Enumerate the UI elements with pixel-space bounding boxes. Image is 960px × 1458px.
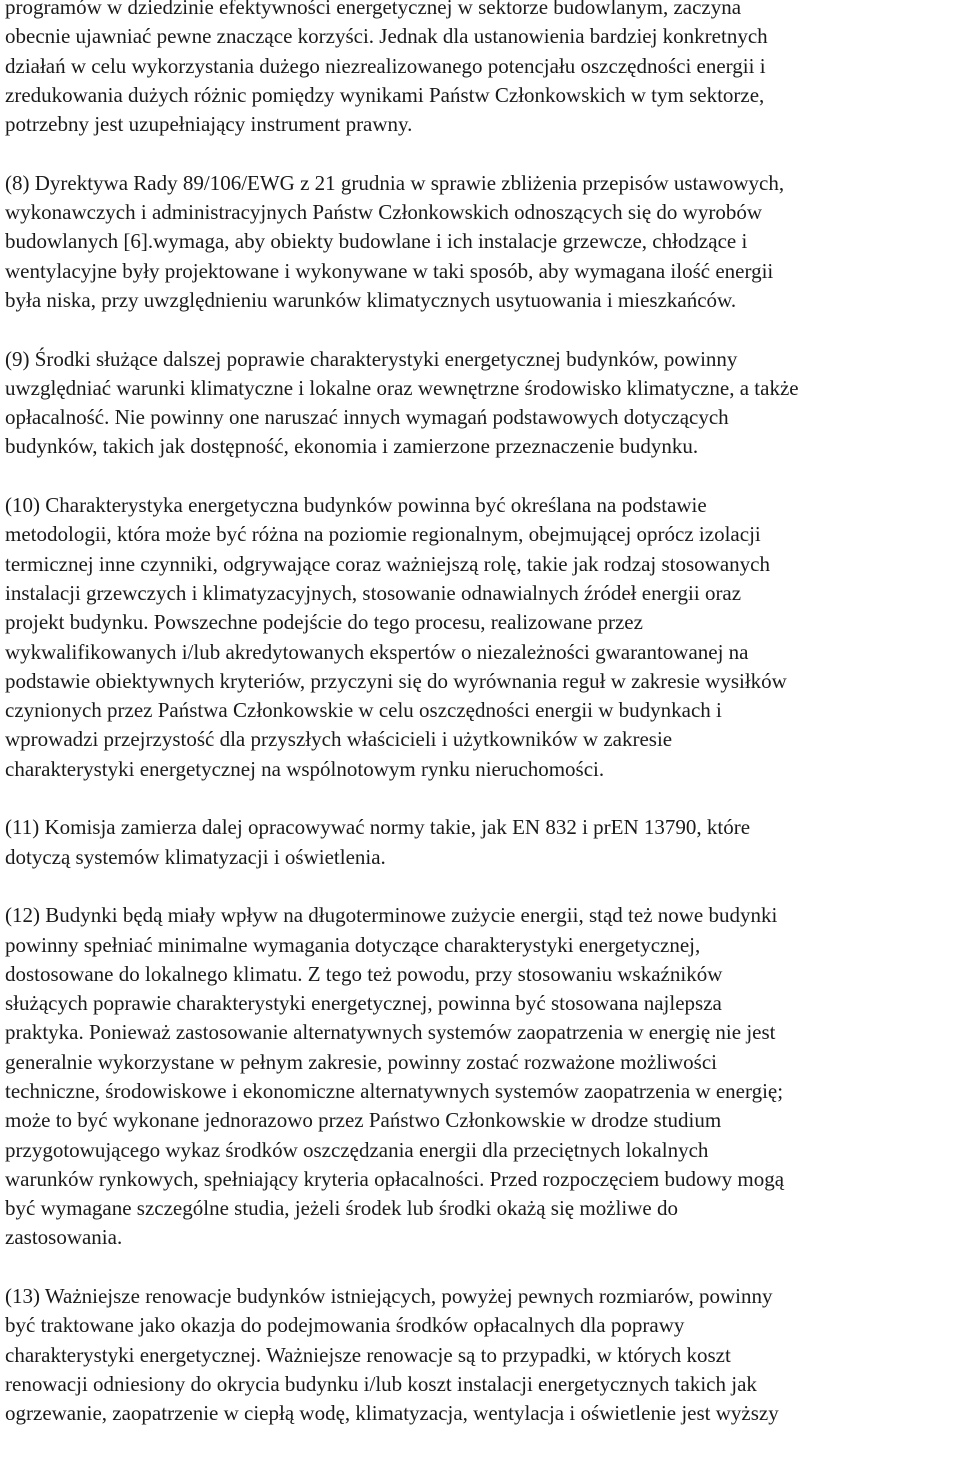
- text-line: podstawie obiektywnych kryteriów, przyczyni się do wyrównania reguł w zakresie wysiłków: [5, 668, 787, 693]
- paragraph: [5, 813, 960, 872]
- text-line: uwzględniać warunki klimatyczne i lokalne oraz wewnętrzne środowisko klimatyczne, a także: [5, 375, 799, 400]
- text-line: wentylacyjne były projektowane i wykonywane w taki sposób, aby wymagana ilość energii: [5, 258, 774, 283]
- document-page: [5, 0, 960, 1458]
- text-line: wykwalifikowanych i/lub akredytowanych ekspertów o niezależności gwarantowanej na: [5, 639, 749, 664]
- text-line: renowacji odniesiony do okrycia budynku i/lub koszt instalacji energetycznych takich jak: [5, 1371, 757, 1396]
- text-line: budynków, takich jak dostępność, ekonomia i zamierzone przeznaczenie budynku.: [5, 434, 699, 459]
- text-line: programów w dziedzinie efektywności energetycznej w sektorze budowlanym, zaczyna: [5, 0, 742, 19]
- text-line: metodologii, która może być różna na poziomie regionalnym, obejmującej oprócz izolacji: [5, 522, 761, 547]
- text-line: zastosowania.: [5, 1225, 123, 1250]
- text-line: była niska, przy uwzględnieniu warunków klimatycznych usytuowania i mieszkańców.: [5, 287, 737, 312]
- text-line: zredukowania dużych różnic pomiędzy wynikami Państw Członkowskich w tym sektorze,: [5, 82, 765, 107]
- text-line: charakterystyki energetycznej na wspólnotowym rynku nieruchomości.: [5, 756, 605, 781]
- text-line: warunków rynkowych, spełniający kryteria opłacalności. Przed rozpoczęciem budowy mogą: [5, 1166, 785, 1191]
- paragraph: [5, 0, 960, 139]
- text-line: ogrzewanie, zaopatrzenie w ciepłą wodę, klimatyzacja, wentylacja i oświetlenie jest wyższy: [5, 1401, 779, 1426]
- text-line: wprowadzi przejrzystość dla przyszłych właścicieli i użytkowników w zakresie: [5, 727, 673, 752]
- text-line: przygotowującego wykaz środków oszczędzania energii dla przeciętnych lokalnych: [5, 1137, 709, 1162]
- paragraph: [5, 169, 960, 315]
- text-line: być traktowane jako okazja do podejmowania środków opłacalnych dla poprawy: [5, 1313, 685, 1338]
- text-line: potrzebny jest uzupełniający instrument prawny.: [5, 112, 413, 137]
- text-line: instalacji grzewczych i klimatyzacyjnych, stosowanie odnawialnych źródeł energii oraz: [5, 580, 742, 605]
- text-line: działań w celu wykorzystania dużego niezrealizowanego potencjału oszczędności energii i: [5, 53, 766, 78]
- text-line: budowlanych [6].wymaga, aby obiekty budowlane i ich instalacje grzewcze, chłodzące i: [5, 229, 748, 254]
- text-line: dostosowane do lokalnego klimatu. Z tego też powodu, przy stosowaniu wskaźników: [5, 961, 723, 986]
- text-line: dotyczą systemów klimatyzacji i oświetlenia.: [5, 844, 386, 869]
- text-line: wykonawczych i administracyjnych Państw Członkowskich odnoszących się do wyrobów: [5, 200, 763, 225]
- text-line: czynionych przez Państwa Członkowskie w celu oszczędności energii w budynkach i: [5, 698, 722, 723]
- text-line: (9) Środki służące dalszej poprawie charakterystyki energetycznej budynków, powinny: [5, 346, 738, 371]
- text-line: obecnie ujawniać pewne znaczące korzyści. Jednak dla ustanowienia bardziej konkretnych: [5, 24, 768, 49]
- paragraph: [5, 491, 960, 784]
- paragraph: [5, 901, 960, 1253]
- text-line: (12) Budynki będą miały wpływ na długoterminowe zużycie energii, stąd też nowe budynki: [5, 903, 778, 928]
- text-line: praktyka. Ponieważ zastosowanie alternatywnych systemów zaopatrzenia w energię nie jest: [5, 1020, 776, 1045]
- text-line: (10) Charakterystyka energetyczna budynków powinna być określana na podstawie: [5, 493, 707, 518]
- text-line: powinny spełniać minimalne wymagania dotyczące charakterystyki energetycznej,: [5, 932, 701, 957]
- paragraph: [5, 345, 960, 462]
- text-line: termicznej inne czynniki, odgrywające coraz ważniejszą rolę, takie jak rodzaj stosowanych: [5, 551, 770, 576]
- text-line: (13) Ważniejsze renowacje budynków istniejących, powyżej pewnych rozmiarów, powinny: [5, 1284, 773, 1309]
- text-line: charakterystyki energetycznej. Ważniejsze renowacje są to przypadki, w których koszt: [5, 1342, 731, 1367]
- text-line: może to być wykonane jednorazowo przez Państwo Członkowskie w drodze studium: [5, 1108, 722, 1133]
- text-line: techniczne, środowiskowe i ekonomiczne alternatywnych systemów zaopatrzenia w energię;: [5, 1078, 784, 1103]
- text-line: (11) Komisja zamierza dalej opracowywać normy takie, jak EN 832 i prEN 13790, które: [5, 815, 751, 840]
- text-line: projekt budynku. Powszechne podejście do tego procesu, realizowane przez: [5, 610, 643, 635]
- text-line: służących poprawie charakterystyki energetycznej, powinna być stosowana najlepsza: [5, 991, 722, 1016]
- text-line: opłacalność. Nie powinny one naruszać innych wymagań podstawowych dotyczących: [5, 405, 729, 430]
- text-line: (8) Dyrektywa Rady 89/106/EWG z 21 grudnia w sprawie zbliżenia przepisów ustawowych,: [5, 170, 785, 195]
- text-line: być wymagane szczególne studia, jeżeli środek lub środki okażą się możliwe do: [5, 1196, 678, 1221]
- text-line: generalnie wykorzystane w pełnym zakresie, powinny zostać rozważone możliwości: [5, 1049, 717, 1074]
- paragraph: [5, 1282, 960, 1428]
